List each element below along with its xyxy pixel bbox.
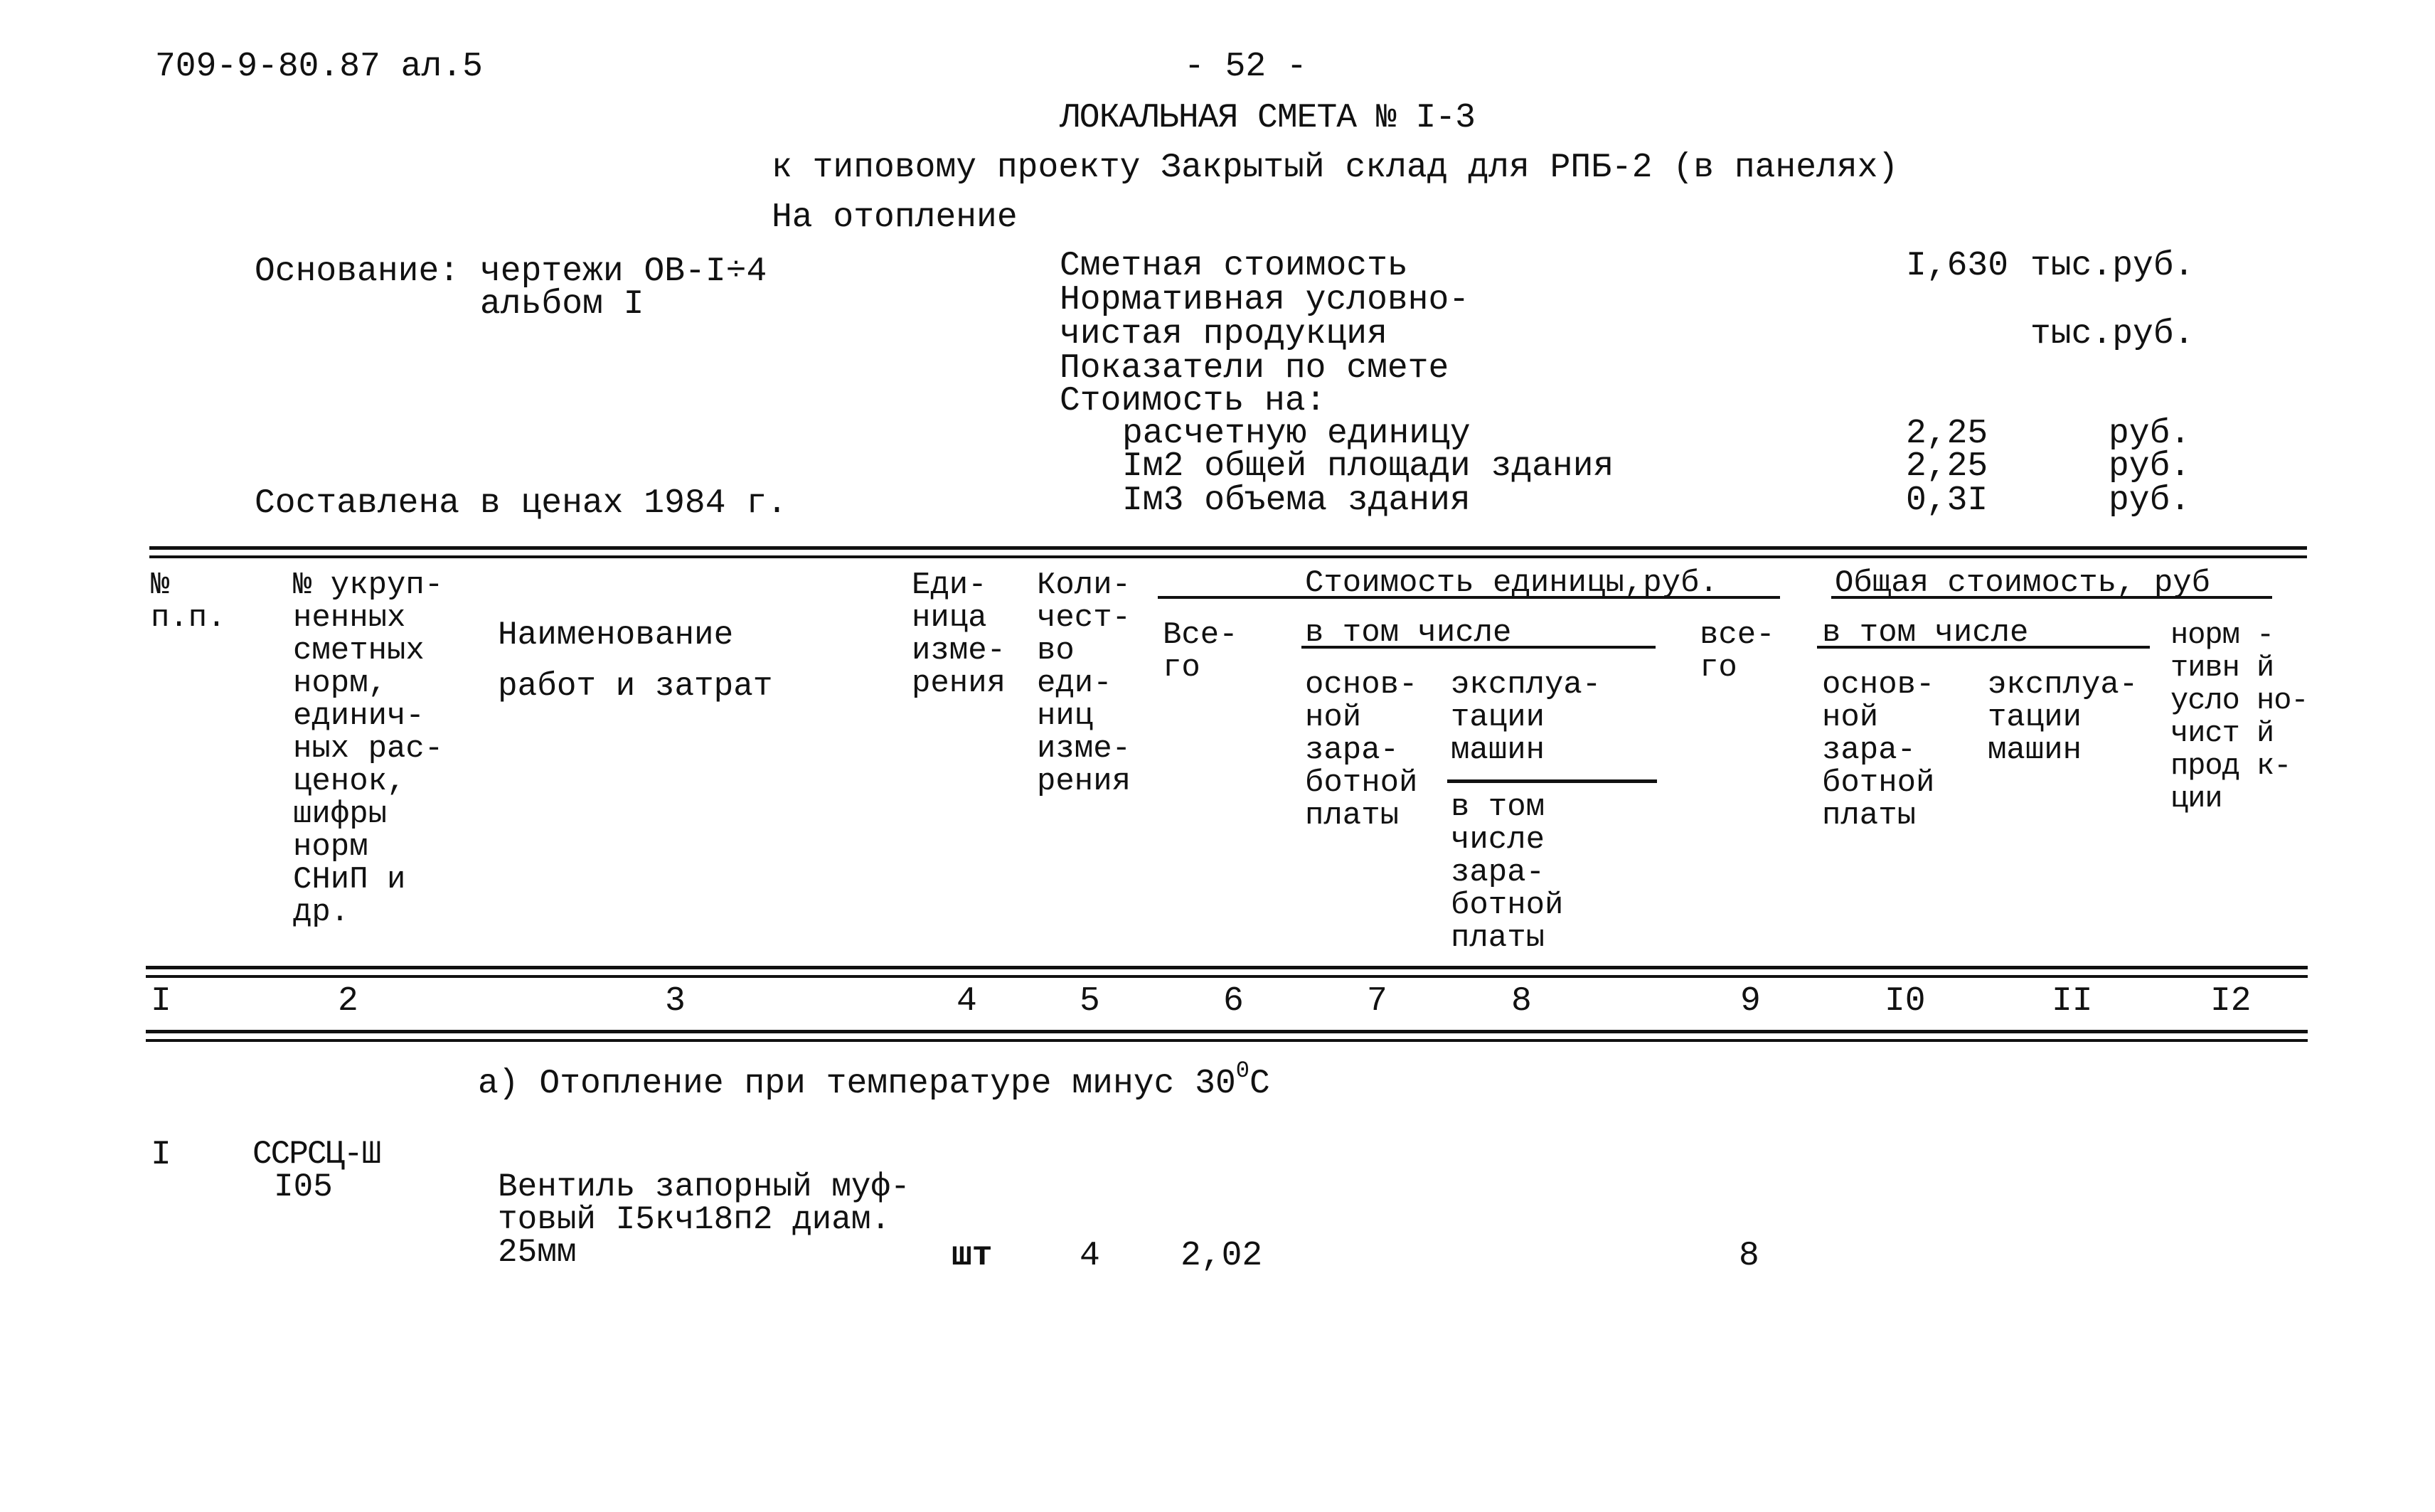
basis-album: альбом I xyxy=(480,285,644,324)
column-number: 5 xyxy=(1080,982,1100,1021)
table-top-rule xyxy=(149,546,2307,558)
column-number: I2 xyxy=(2210,982,2252,1021)
machines-sub-rule xyxy=(1447,779,1657,783)
estimated-cost-label: Сметная стоимость xyxy=(1060,247,1408,285)
indicator-value: 2,25 xyxy=(1906,447,1988,486)
row-code-2: I05 xyxy=(274,1168,333,1205)
section-heading: На отопление xyxy=(772,198,1018,237)
indicator-label: Iм3 объема здания xyxy=(1122,481,1471,520)
price-basis: Составлена в ценах 1984 г. xyxy=(255,484,787,523)
col-header-name-2: работ и затрат xyxy=(498,668,773,705)
normative-unit: тыс.руб. xyxy=(2030,315,2195,353)
estimated-cost-unit: тыс.руб. xyxy=(2030,247,2195,285)
col-header-norm-code: № укруп- ненных сметных норм, единич- ных рас- ценок, шифры норм СНиП и др. xyxy=(293,568,444,930)
column-number: I xyxy=(151,982,171,1021)
unit-cost-group-header: Стоимость единицы,руб. xyxy=(1305,565,1718,601)
row-unit-total: 2,02 xyxy=(1181,1237,1263,1275)
column-number: I0 xyxy=(1885,982,1926,1021)
basis-drawings: чертежи ОВ-I÷4 xyxy=(480,252,767,291)
row-unit: шт xyxy=(952,1237,993,1275)
indicator-unit: руб. xyxy=(2109,447,2191,486)
indicator-value: 0,3I xyxy=(1906,481,1988,520)
col-header-total: все- го xyxy=(1700,617,1775,686)
column-number: 9 xyxy=(1740,982,1761,1021)
estimated-cost-value: I,630 xyxy=(1906,247,2009,285)
column-number: 6 xyxy=(1223,982,1244,1021)
col-header-unit: Еди- ница изме- рения xyxy=(912,568,1006,701)
row-item-name: Вентиль запорный муф- товый I5кч18п2 диам. 25мм xyxy=(498,1168,910,1271)
col-header-total-machines: эксплуа- тации машин xyxy=(1988,667,2138,768)
row-number: I xyxy=(151,1136,171,1174)
col-header-quantity: Коли- чест- во еди- ниц изме- рения xyxy=(1037,568,1131,799)
column-number: 8 xyxy=(1511,982,1532,1021)
indicator-unit: руб. xyxy=(2109,481,2191,520)
basis-label: Основание: xyxy=(255,252,460,291)
row-quantity: 4 xyxy=(1080,1237,1100,1275)
degree-superscript: 0 xyxy=(1235,1058,1250,1084)
col-header-unit-machines: эксплуа- тации машин xyxy=(1451,667,1602,768)
section-a-title: а) Отопление при температуре минус $30^0С$ xyxy=(478,1058,1270,1103)
document-code: 709-9-80.87 ал.5 xyxy=(155,48,483,86)
indicator-label: Iм2 общей площади здания xyxy=(1122,447,1614,486)
indicators-label: Показатели по смете xyxy=(1060,349,1449,388)
col-header-unit-total: Все- го xyxy=(1163,617,1238,686)
column-numbers-rule xyxy=(146,1030,2308,1042)
normative-label-2: чистая продукция xyxy=(1060,315,1387,353)
col-header-name: Наименование xyxy=(498,617,734,654)
header-bottom-rule xyxy=(146,966,2308,978)
col-header-unit-machine-wages: в том числе зара- ботной платы xyxy=(1451,789,1564,956)
col-header-normative: норм - тивн й усло но- чист й прод к- ции xyxy=(2170,618,2308,816)
cost-per-label: Стоимость на: xyxy=(1060,382,1326,420)
incl-header-2: в том числе xyxy=(1822,615,2029,651)
incl-header-1: в том числе xyxy=(1305,615,1512,651)
normative-label: Нормативная условно- xyxy=(1060,281,1470,319)
page-subtitle: к типовому проекту Закрытый склад для РПБ-2 (в панелях) xyxy=(772,149,1899,187)
page-title: ЛОКАЛЬНАЯ СМЕТА № I-3 xyxy=(1060,99,1475,137)
col-header-total-wages: основ- ной зара- ботной платы xyxy=(1822,667,1935,834)
total-cost-group-header: Общая стоимость, руб xyxy=(1835,565,2211,601)
column-number: II xyxy=(2052,982,2093,1021)
col-header-unit-wages: основ- ной зара- ботной платы xyxy=(1305,667,1418,834)
row-total: 8 xyxy=(1739,1237,1759,1275)
indicator-value: 2,25 xyxy=(1906,415,1988,453)
column-number: 4 xyxy=(957,982,977,1021)
row-code: ССРСЦ-Ш xyxy=(252,1136,380,1173)
column-number: 2 xyxy=(338,982,358,1021)
indicator-unit: руб. xyxy=(2109,415,2191,453)
col-header-number: № п.п. xyxy=(151,568,226,636)
indicator-label: расчетную единицу xyxy=(1122,415,1471,453)
column-number: 3 xyxy=(665,982,686,1021)
page-number: - 52 - xyxy=(1184,48,1307,86)
column-number: 7 xyxy=(1367,982,1387,1021)
